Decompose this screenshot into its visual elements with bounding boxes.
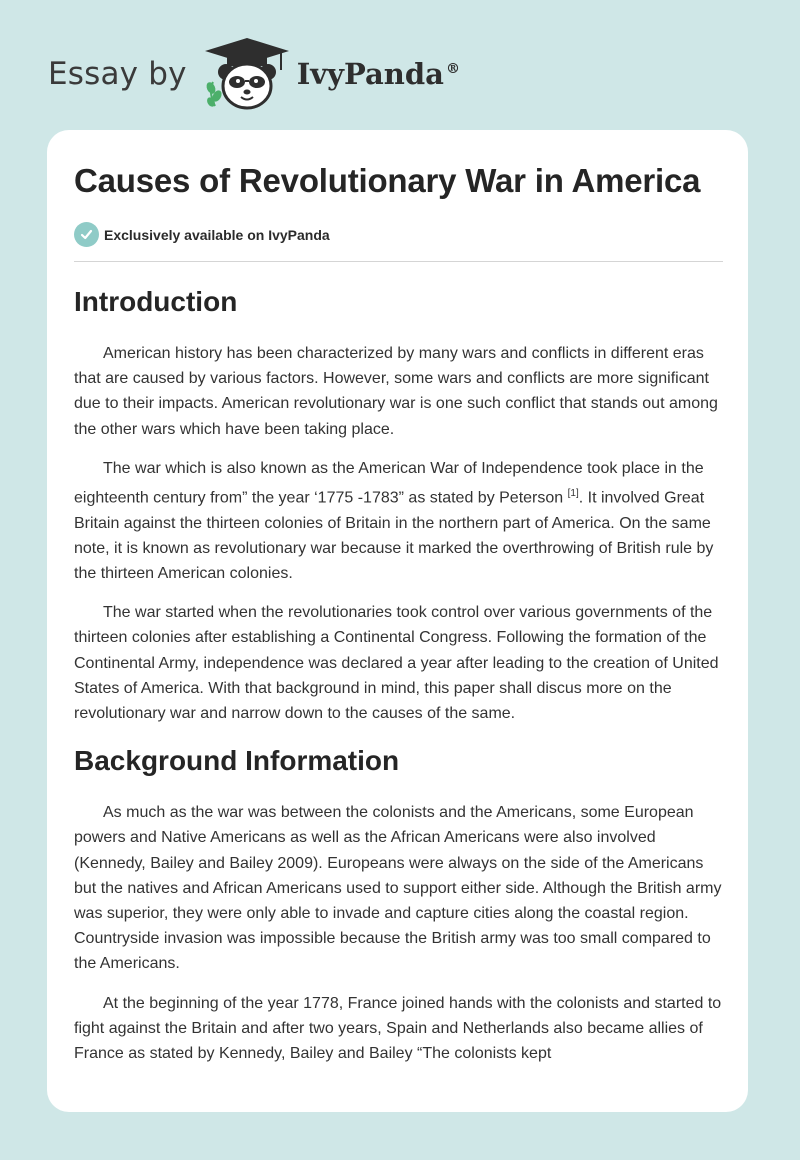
brand-name[interactable]: IvyPanda ® — [296, 57, 460, 91]
section-heading-background: Background Information — [74, 745, 400, 777]
paragraph: American history has been characterized by many wars and conflicts in different eras that are caused by various factors. However, some wars and conflicts are more significant due to their impacts. American revolutionary war is one such conflict that stands out among the other wars which have been taking place. — [74, 345, 718, 438]
site-header — [48, 34, 460, 114]
essay-by-label: Essay by — [48, 56, 187, 92]
section-heading-introduction: Introduction — [74, 286, 238, 317]
paragraph: The war started when the revolutionaries took control over various governments of the thirteen colonies after establishing a Continental Congress. Following the formation of the Continental Army, independence was declared a year after leading to the creation of United States of America. With that background in mind, this paper shall discus more on the revolutionary war and narrow down to the causes of the same. — [74, 604, 719, 722]
essay-card — [47, 130, 748, 1112]
essay-body — [74, 280, 726, 1066]
panda-graduate-icon[interactable] — [201, 36, 293, 112]
check-icon — [74, 222, 99, 247]
badge-label: Exclusively available on IvyPanda — [104, 226, 330, 243]
paragraph: The war which is also known as the American War of Independence took place in the eighteenth century from” the year ‘1775 -1783” as stated by Peterson [1]. It involved Great Britain against the thirteen colonies of Britain in the northern part of America. On the same note, it is known as revolutionary war because it marked the overthrowing of British rule by the thirteen American colonies. — [74, 459, 714, 582]
paragraph: At the beginning of the year 1778, France joined hands with the colonists and started to fight against the Britain and after two years, Spain and Netherlands also became allies of France as stated by Kennedy, Bailey and Bailey “The colonists kept — [74, 994, 722, 1062]
divider — [74, 261, 723, 262]
paragraph: As much as the war was between the colonists and the Americans, some European powers and Native Americans as well as the African Americans were also involved (Kennedy, Bailey and Bailey 2009). Europeans were always on the side of the Americans but the natives and African Americans used to support either side. Although the British army was superior, they were only able to invade and capture cities along the coastal region. Countryside invasion was impossible because the British army was too small compared to the Americans. — [74, 804, 722, 973]
exclusive-badge — [74, 222, 330, 247]
page-title: Causes of Revolutionary War in America — [74, 162, 701, 199]
citation-link[interactable]: [1] — [567, 488, 579, 500]
registered-mark: ® — [445, 61, 460, 78]
